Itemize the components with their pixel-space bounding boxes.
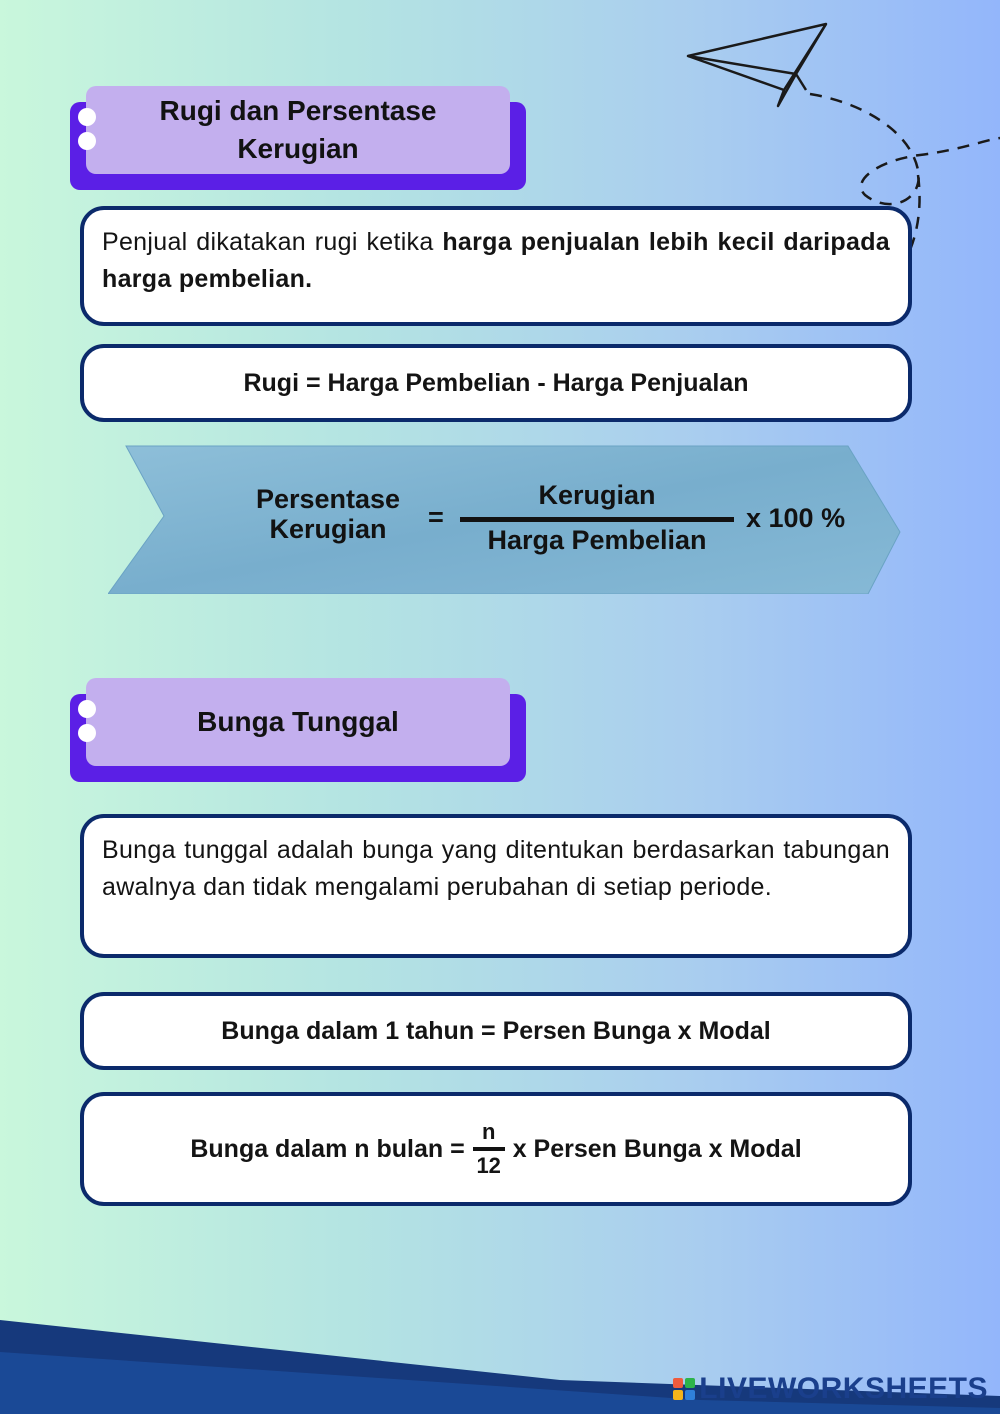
brand-name: LIVEWORKSHEETS bbox=[699, 1372, 988, 1405]
formula-month-prefix: Bunga dalam n bulan = bbox=[190, 1134, 465, 1163]
formula-rugi: Rugi = Harga Pembelian - Harga Penjualan bbox=[243, 368, 749, 397]
liveworksheets-logo[interactable] bbox=[673, 1372, 988, 1406]
definition-bold: harga penjualan lebih kecil daripada harga pembelian. bbox=[102, 228, 890, 293]
formula-month-suffix: x Persen Bunga x Modal bbox=[512, 1134, 802, 1163]
fraction-n-over-12 bbox=[473, 1120, 505, 1178]
definition-normal: Penjual dikatakan rugi ketika bbox=[102, 228, 443, 256]
fraction-numerator: n bbox=[481, 1119, 496, 1144]
percent-lhs-line2: Kerugian bbox=[269, 514, 387, 544]
multiplier: x 100 % bbox=[746, 503, 846, 533]
binder-ring-icon bbox=[78, 132, 96, 150]
equals-sign: = bbox=[428, 502, 444, 532]
formula-year: Bunga dalam 1 tahun = Persen Bunga x Modal bbox=[221, 1016, 771, 1045]
binder-ring-icon bbox=[78, 724, 96, 742]
section-title-line2: Kerugian bbox=[237, 133, 359, 164]
percent-lhs bbox=[238, 484, 418, 544]
definition-box-rugi bbox=[80, 206, 912, 326]
definition-text: Bunga tunggal adalah bunga yang ditentukan berdasarkan tabungan awalnya dan tidak mengalami perubahan di setiap periode. bbox=[102, 836, 890, 901]
fraction-bar bbox=[473, 1147, 505, 1151]
fraction-numerator: Kerugian bbox=[538, 480, 656, 510]
section-title: Bunga Tunggal bbox=[197, 706, 399, 737]
header-card bbox=[86, 678, 510, 766]
fraction-denominator: 12 bbox=[476, 1153, 501, 1178]
definition-text bbox=[84, 210, 908, 298]
binder-ring-icon bbox=[78, 700, 96, 718]
percent-formula-banner bbox=[108, 444, 902, 594]
percent-lhs-line1: Persentase bbox=[255, 484, 401, 514]
binder-ring-icon bbox=[78, 108, 96, 126]
definition-box-bunga bbox=[80, 814, 912, 958]
liveworksheets-icon bbox=[673, 1378, 695, 1400]
fraction-denominator: Harga Pembelian bbox=[487, 525, 707, 555]
formula-box-month bbox=[80, 1092, 912, 1206]
footer bbox=[0, 1300, 1000, 1414]
section-header-bunga bbox=[70, 678, 526, 782]
formula-box-rugi bbox=[80, 344, 912, 422]
formula-box-year bbox=[80, 992, 912, 1070]
section-header-rugi bbox=[70, 86, 526, 190]
fraction-bar bbox=[460, 517, 734, 522]
section-title-line1: Rugi dan Persentase bbox=[159, 95, 437, 126]
header-card bbox=[86, 86, 510, 174]
